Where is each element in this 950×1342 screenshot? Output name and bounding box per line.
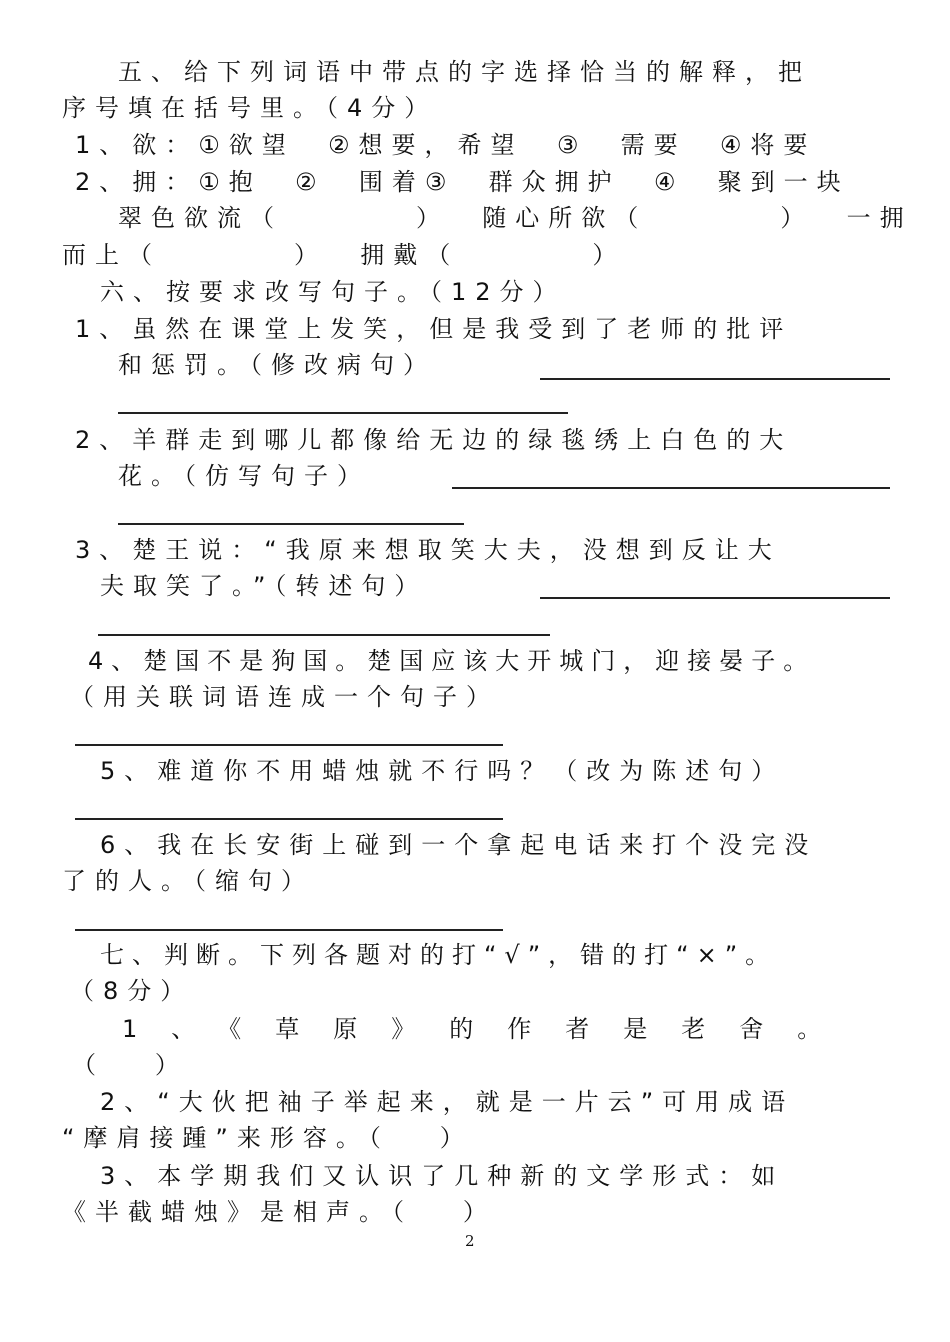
answer-line-q3b bbox=[98, 634, 550, 636]
section6-q1-line1: 1、虽然在课堂上发笑，但是我受到了老师的批评 bbox=[75, 315, 793, 343]
answer-line-q5 bbox=[75, 818, 503, 820]
section6-q1-line2: 和惩罚。（修改病句） bbox=[118, 351, 436, 379]
section7-j1-line1: 1、《草原》的作者是老舍。 bbox=[122, 1015, 856, 1043]
section7-j2-line2: “摩肩接踵”来形容。（ ） bbox=[62, 1124, 473, 1152]
section5-words-line1: 翠色欲流（ ） 随心所欲（ ） 一拥 bbox=[118, 204, 913, 232]
section6-q2-line1: 2、羊群走到哪儿都像给无边的绿毯绣上白色的大 bbox=[75, 426, 793, 454]
section6-q4-line1: 4、楚国不是狗国。楚国应该大开城门，迎接晏子。 bbox=[88, 647, 816, 675]
section5-title-line2: 序号填在括号里。（4分） bbox=[62, 94, 438, 122]
section7-title-line1: 七、判断。下列各题对的打“√”，错的打“×”。 bbox=[100, 941, 778, 969]
section5-words-line2: 而上（ ） 拥戴（ ） bbox=[62, 241, 626, 269]
section5-title-line1: 五、给下列词语中带点的字选择恰当的解释，把 bbox=[118, 58, 811, 86]
answer-line-q3a bbox=[540, 597, 890, 599]
section6-q6-line2: 了的人。（缩句） bbox=[62, 867, 314, 895]
section7-title-line2: （8分） bbox=[70, 977, 194, 1005]
section5-item-1: 1、欲：①欲望 ②想要，希望 ③ 需要 ④将要 bbox=[75, 131, 817, 159]
answer-line-q2b bbox=[118, 523, 464, 525]
section6-q2-line2: 花。（仿写句子） bbox=[118, 462, 370, 490]
section7-j2-line1: 2、“大伙把袖子举起来，就是一片云”可用成语 bbox=[100, 1088, 795, 1116]
answer-line-q2a bbox=[452, 487, 890, 489]
answer-line-q1b bbox=[118, 412, 568, 414]
section6-q6-line1: 6、我在长安街上碰到一个拿起电话来打个没完没 bbox=[100, 831, 818, 859]
section6-q5: 5、难道你不用蜡烛就不行吗？（改为陈述句） bbox=[100, 757, 785, 785]
section6-q3-line1: 3、楚王说：“我原来想取笑大夫，没想到反让大 bbox=[75, 536, 781, 564]
page-number: 2 bbox=[465, 1232, 475, 1250]
section7-j1-line2: （ ） bbox=[72, 1051, 188, 1079]
answer-line-q1a bbox=[540, 378, 890, 380]
answer-line-q4 bbox=[75, 744, 503, 746]
section7-j3-line2: 《半截蜡烛》是相声。（ ） bbox=[62, 1198, 496, 1226]
section5-item-2: 2、拥：①抱 ② 围着③ 群众拥护 ④ 聚到一块 bbox=[75, 168, 850, 196]
section7-j3-line1: 3、本学期我们又认识了几种新的文学形式：如 bbox=[100, 1162, 785, 1190]
section6-q4-line2: （用关联词语连成一个句子） bbox=[70, 683, 499, 711]
answer-line-q6 bbox=[75, 929, 503, 931]
section6-q3-line2: 夫取笑了。”（转述句） bbox=[100, 572, 428, 600]
section6-title: 六、按要求改写句子。（12分） bbox=[100, 278, 566, 306]
